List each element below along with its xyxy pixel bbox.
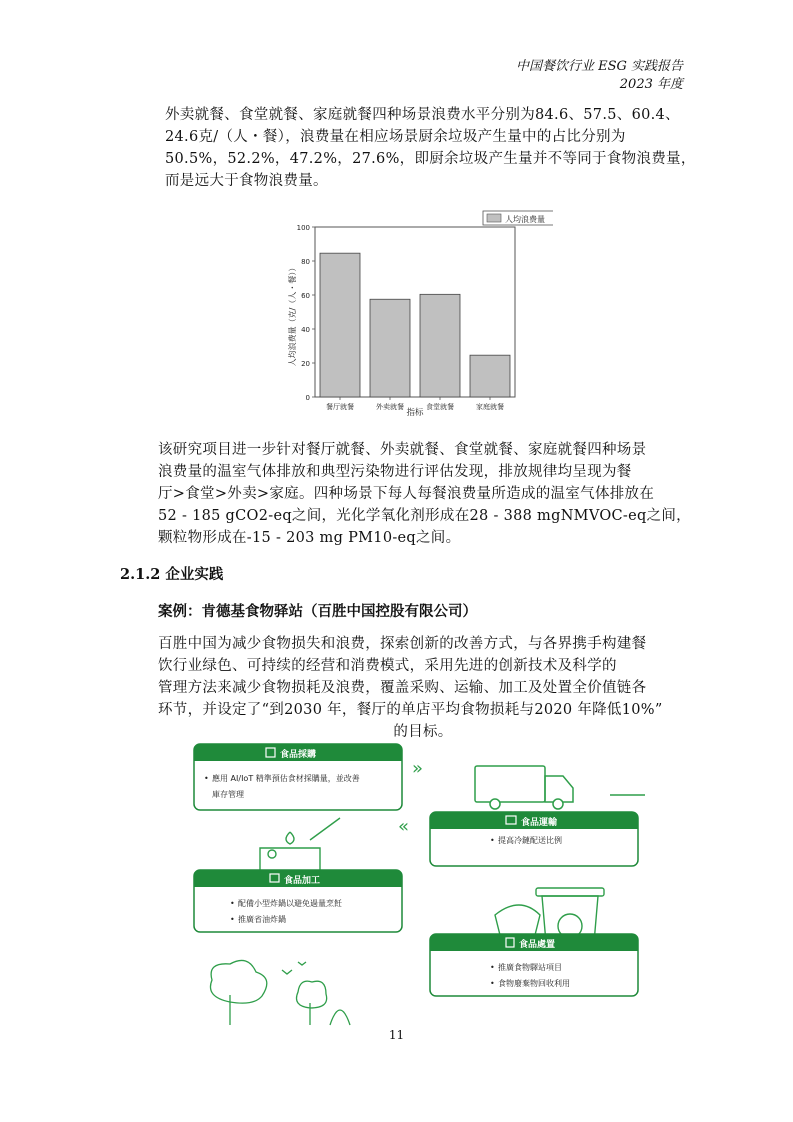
legend-swatch [487,214,501,222]
card-title: 食品加工 [284,876,321,886]
section-heading: 2.1.2 企业实践 [120,566,224,583]
x-tick-label: 家庭就餐 [476,403,504,411]
paragraph-waste-levels [165,104,696,192]
truck-icon [475,766,645,809]
bar [320,253,360,397]
bullet-dot: • [230,915,235,924]
bar [370,299,410,397]
food-value-chain-infographic [190,740,650,1030]
text-line: 饮行业绿色、可持续的经营和消费模式，采用先进的创新技术及科学的 [158,658,617,674]
tree-illustration-icon [210,960,350,1025]
text-line: 管理方法来减少食物损耗及浪费，覆盖采购、运输、加工及处置全价值链各 [158,680,647,696]
card-item: 庫存管理 [212,790,244,799]
bullet-dot: • [230,899,235,908]
report-title: 中国餐饮行业 ESG 实践报告 [515,59,683,74]
card-procurement [194,744,402,810]
card-title: 食品採購 [280,750,317,760]
text-line: 外卖就餐、食堂就餐、家庭就餐四种场景浪费水平分别为84.6、57.5、60.4、 [165,107,680,123]
text-line: 颗粒物形成在-15 - 203 mg PM10-eq之间。 [158,530,461,546]
bar [420,294,460,397]
page-number: 11 [388,1028,405,1042]
x-tick-label: 餐厅就餐 [326,403,354,411]
y-tick-label: 60 [301,292,310,300]
card-processing [194,870,402,932]
y-tick-label: 40 [301,326,310,334]
text-line: 52 - 185 gCO2-eq之间，光化学氧化剂形成在28 - 388 mgNMVOC-eq之间， [158,508,691,524]
text-line: 百胜中国为减少食物损失和浪费，探索创新的改善方式，与各界携手构建餐 [158,636,647,652]
text-line: 50.5%，52.2%，47.2%，27.6%，即厨余垃圾产生量并不等同于食物浪费量， [165,151,696,167]
x-tick-label: 食堂就餐 [426,403,454,411]
text-line: 浪费量的温室气体排放和典型污染物进行评估发现，排放规律均呈现为餐 [158,464,632,480]
card-transport [430,812,638,866]
chevron-right-icon: » [412,758,424,779]
bar [470,355,510,397]
card-item: 推廣省油炸鍋 [238,915,286,924]
text-line: 环节，并设定了“到2030 年，餐厅的单店平均食物损耗与2020 年降低10%” [158,702,663,718]
card-item: 應用 AI/IoT 精準預估食材採購量，並改善 [212,774,360,783]
card-title: 食品處置 [519,940,556,950]
paragraph-yum-china [158,633,688,743]
card-disposal [430,934,638,996]
card-item: 提高冷鏈配送比例 [498,836,562,845]
legend-label: 人均浪费量 [505,215,545,224]
legend [483,211,553,225]
bullet-dot: • [204,774,209,783]
text-line: 而是远大于食物浪费量。 [165,173,328,189]
x-tick-label: 外卖就餐 [376,403,404,411]
x-axis-label: 指标 [406,408,424,417]
bullet-dot: • [490,979,495,988]
text-line: 24.6克/（人・餐），浪费量在相应场景厨余垃圾产生量中的占比分别为 [165,129,626,145]
card-item: 配備小型炸鍋以避免過量烹飪 [238,899,342,908]
chevron-left-icon: « [398,816,410,837]
text-line: 厅>食堂>外卖>家庭。四种场景下每人每餐浪费量所造成的温室气体排放在 [158,486,655,502]
card-title: 食品運輸 [521,818,558,828]
y-tick-label: 100 [296,224,310,232]
text-line: 该研究项目进一步针对餐厅就餐、外卖就餐、食堂就餐、家庭就餐四种场景 [158,442,647,458]
bullet-dot: • [490,963,495,972]
y-axis-label: 人均浪费量（克/（人・餐）） [288,263,297,367]
card-item: 食物廢棄物回收利用 [498,979,570,988]
text-line: 的目标。 [393,724,453,740]
report-year: 2023 年度 [619,77,683,92]
case-title: 案例：肯德基食物驿站（百胜中国控股有限公司） [158,604,477,620]
waste-bar-chart [283,205,553,417]
y-tick-label: 0 [305,394,310,402]
y-tick-label: 20 [301,360,310,368]
bullet-dot: • [490,836,495,845]
y-tick-label: 80 [301,258,310,266]
card-item: 推廣食物驛站項目 [498,963,562,972]
paragraph-emissions [158,439,691,549]
